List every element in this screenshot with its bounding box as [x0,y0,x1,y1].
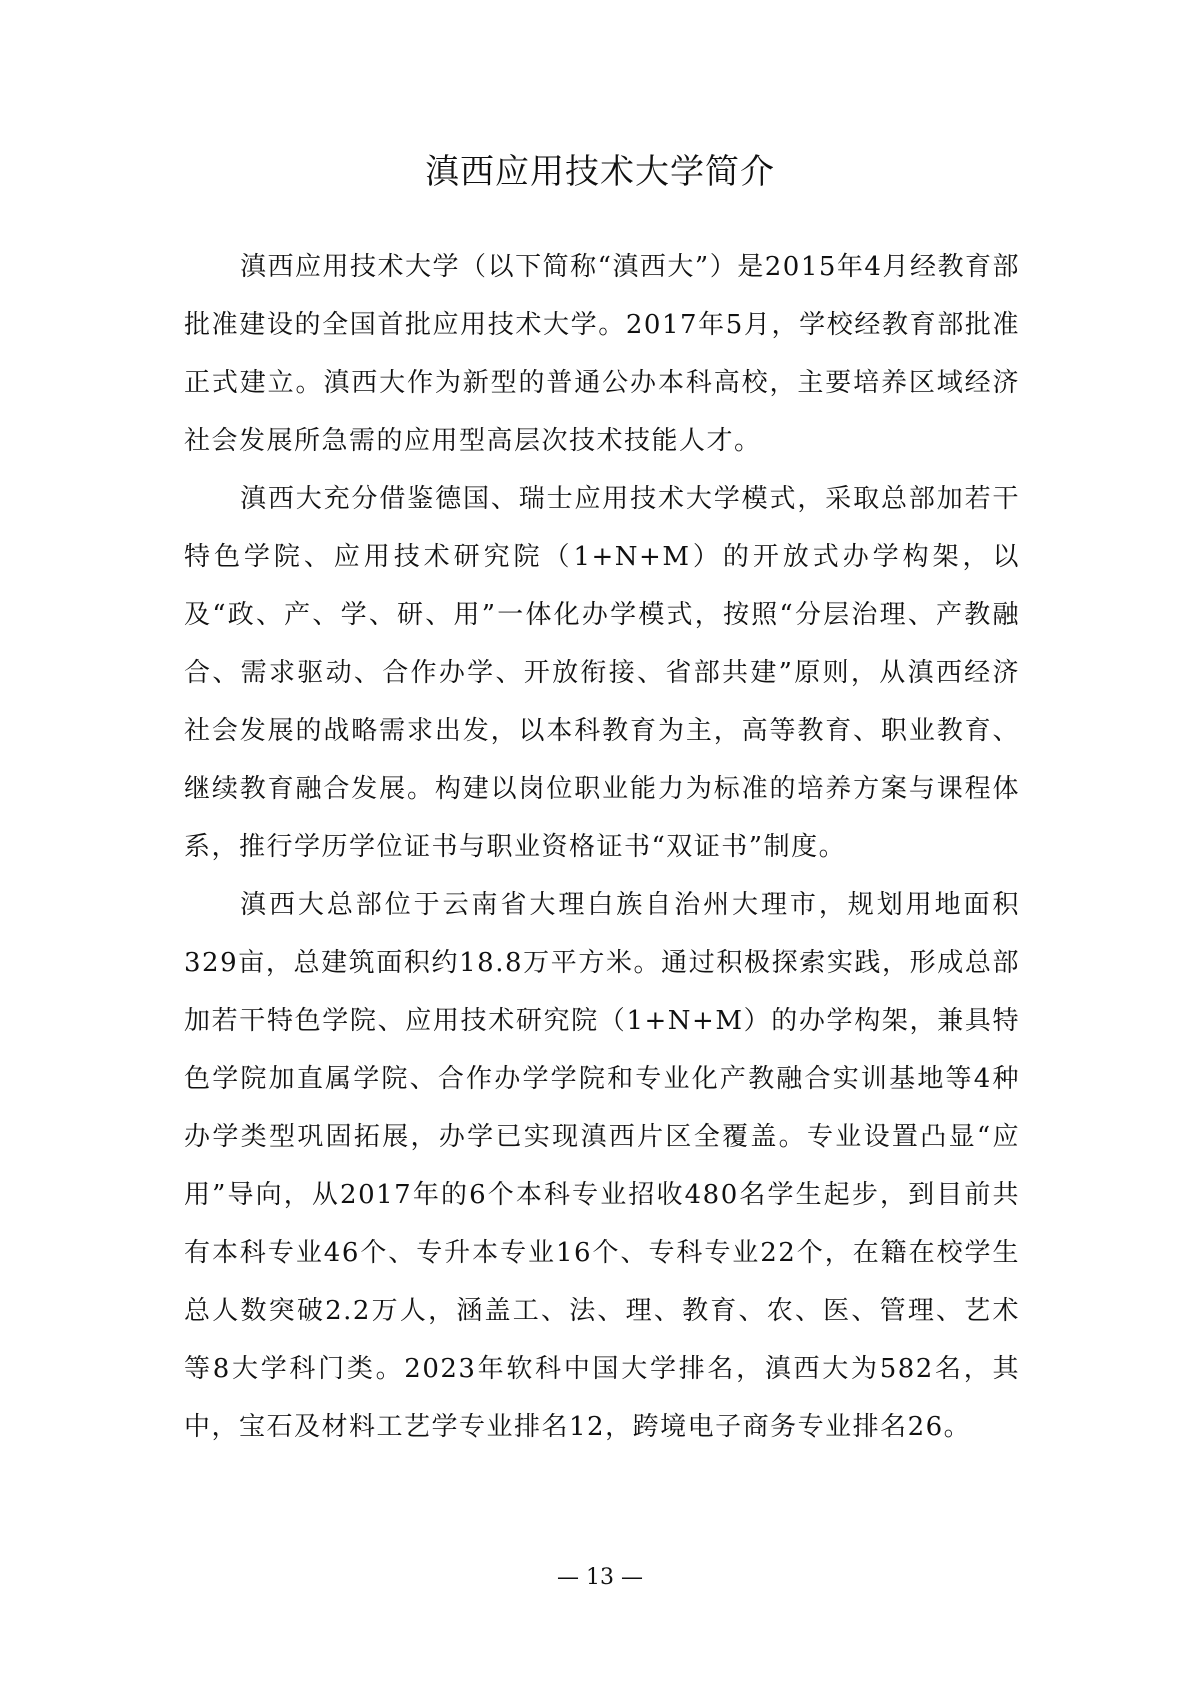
page-title: 滇西应用技术大学简介 [425,152,775,192]
paragraph-campus: 滇西大总部位于云南省大理白族自治州大理市，规划用地面积329亩，总建筑面积约18.8万平方米。通过积极探索实践，形成总部加若干特色学院、应用技术研究院（1+N+M）的办学构架，兼具特色学院加直属学院、合作办学学院和专业化产教融合实训基地等4种办学类型巩固拓展，办学已实现滇西片区全覆盖。专业设置凸显“应用”导向，从2017年的6个本科专业招收480名学生起步，到目前共有本科专业46个、专升本专业16个、专科专业22个，在籍在校学生总人数突破2.2万人，涵盖工、法、理、教育、农、医、管理、艺术等8大学科门类。2023年软科中国大学排名，滇西大为582名，其中，宝石及材料工艺学专业排名12，跨境电子商务专业排名26。 [184,890,1020,1442]
page-number: — 13 — [557,1565,643,1590]
paragraph-model: 滇西大充分借鉴德国、瑞士应用技术大学模式，采取总部加若干特色学院、应用技术研究院（1+N+M）的开放式办学构架，以及“政、产、学、研、用”一体化办学模式，按照“分层治理、产教融合、需求驱动、合作办学、开放衔接、省部共建”原则，从滇西经济社会发展的战略需求出发，以本科教育为主，高等教育、职业教育、继续教育融合发展。构建以岗位职业能力为标准的培养方案与课程体系，推行学历学位证书与职业资格证书“双证书”制度。 [184,484,1020,862]
paragraph-intro: 滇西应用技术大学（以下简称“滇西大”）是2015年4月经教育部批准建设的全国首批应用技术大学。2017年5月，学校经教育部批准正式建立。滇西大作为新型的普通公办本科高校，主要培养区域经济社会发展所急需的应用型高层次技术技能人才。 [184,252,1020,456]
document-body [184,238,1020,1456]
